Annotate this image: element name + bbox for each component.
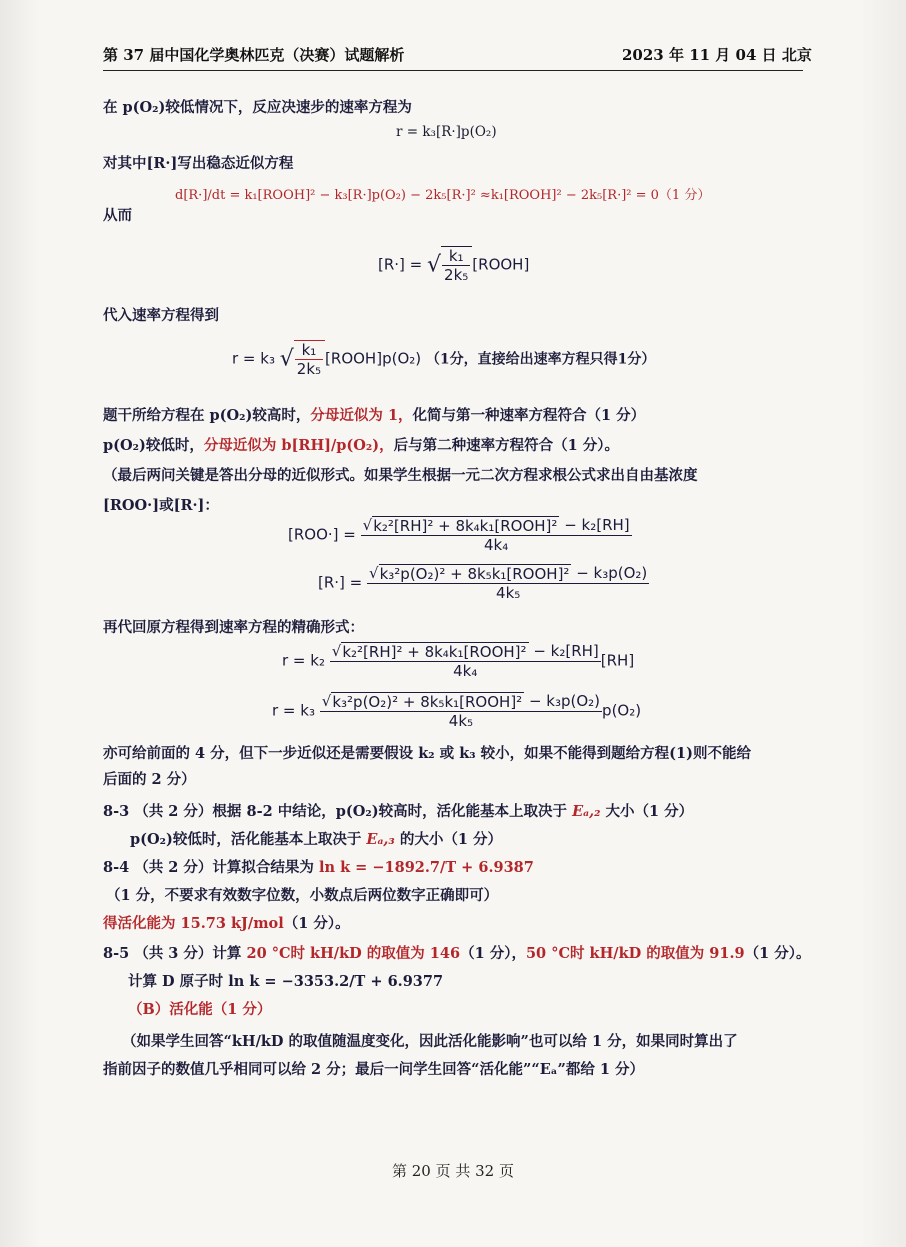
highlight-segment: 分母近似为 1， <box>310 407 413 424</box>
eq-tail: − k₃p(O₂) <box>524 692 601 710</box>
eq-rhs: [RH] <box>600 651 635 670</box>
text-segment: 题干所给方程在 p(O₂)较高时， <box>103 407 311 424</box>
eq-rhs: p(O₂) <box>602 701 642 720</box>
text-line <box>103 800 693 821</box>
text-line: 代入速率方程得到 <box>103 307 219 324</box>
eq-radicand: k₂²[RH]² + 8k₄k₁[ROOH]² <box>373 517 558 535</box>
text-segment: 8-4 （共 2 分）计算拟合结果为 <box>103 859 319 876</box>
text-segment: 8-5 （共 3 分）计算 <box>103 945 247 962</box>
eq-denominator: 4k₅ <box>320 711 602 730</box>
eq-lhs: [R·] = <box>318 573 363 592</box>
text-segment: 8-3 （共 2 分）根据 8-2 中结论，p(O₂)较高时，活化能基本上取决于 <box>103 803 573 820</box>
text-line: （最后两问关键是答出分母的近似形式。如果学生根据一元二次方程求根公式求出自由基浓度 <box>103 467 698 484</box>
text-line: （如果学生回答“kH/kD 的取值随温度变化，因此活化能影响”也可以给 1 分，如果同时算出了 <box>122 1033 738 1050</box>
eq-numerator: k₁ <box>448 247 464 265</box>
eq-tail: − k₃p(O₂) <box>571 564 648 582</box>
eq-tail: − k₂[RH] <box>528 642 599 660</box>
text-line <box>103 434 619 455</box>
highlight-segment: Eₐ,₃ <box>366 831 395 848</box>
text-segment: （1 分）。 <box>744 945 811 962</box>
eq-note: （1分，直接给出速率方程只得1分） <box>425 351 656 368</box>
highlight-segment: 20 °C时 kH/kD 的取值为 146 <box>246 945 461 962</box>
equation-r-conc: [R·] = $\frac{\text{√k₃²p(O₂)² + 8k₅k₁[ROOH]² − k₃p(O₂)}}{\text{4k₅}}$ <box>318 564 648 602</box>
text-line: （B）活化能（1 分） <box>128 1001 272 1018</box>
header-rule <box>103 70 803 71</box>
equation-roo-conc: [ROO·] = $\frac{\text{√k₂²[RH]² + 8k₄k₁[ROOH]² − k₂[RH]}}{\text{4k₄}}$ <box>288 516 630 554</box>
highlight-segment: 得活化能为 15.73 kJ/mol <box>103 915 284 932</box>
eq-lhs: r = k₂ <box>282 651 325 670</box>
equation-exact-rate-1: r = k₂ $\frac{\text{√k₂²[RH]² + 8k₄k₁[ROOH]² − k₂[RH]}}{\text{4k₄}}$ [RH] <box>282 642 635 680</box>
page-footer: 第 20 页 共 32 页 <box>391 1162 514 1180</box>
equation-rate-substituted: r = k₃ √ $\frac{\text{k₁}}{\text{2k₅}}$ [ROOH]p(O₂) （1分，直接给出速率方程只得1分） <box>232 341 656 378</box>
highlight-segment: ln k = −1892.7/T + 6.9387 <box>318 859 534 876</box>
eq-lhs: r = k₃ <box>272 701 315 720</box>
text-line: 亦可给前面的 4 分，但下一步近似还是需要假设 k₂ 或 k₃ 较小，如果不能得到题给方程(1)则不能给 <box>103 745 751 762</box>
highlight-segment: Eₐ,₂ <box>572 803 601 820</box>
eq-denominator: 2k₅ <box>296 360 322 378</box>
eq-lhs: r = k₃ <box>232 349 275 368</box>
text-line: [ROO·]或[R·]： <box>103 497 219 514</box>
text-line <box>103 912 350 933</box>
eq-lhs: [R·] = <box>378 255 423 274</box>
header-left: 第 37 届中国化学奥林匹克（决赛）试题解析 <box>103 46 405 64</box>
text-segment: （1 分）， <box>460 945 526 962</box>
text-line: 计算 D 原子时 ln k = −3353.2/T + 6.9377 <box>128 973 444 990</box>
text-line <box>103 856 534 877</box>
equation-steady-state: d[R·]/dt = k₁[ROOH]² − k₃[R·]p(O₂) − 2k₅[R·]² ≈k₁[ROOH]² − 2k₅[R·]² = 0（1 分） <box>175 188 711 203</box>
equation-rate-low: r = k₃[R·]p(O₂) <box>396 124 497 140</box>
text-line <box>130 828 502 849</box>
eq-radicand: k₃²p(O₂)² + 8k₅k₁[ROOH]² <box>379 565 570 583</box>
highlight-segment: 50 °C时 kH/kD 的取值为 91.9 <box>525 945 745 962</box>
text-line: （1 分，不要求有效数字位数，小数点后两位数字正确即可） <box>106 887 499 904</box>
text-line: 从而 <box>103 207 132 224</box>
equation-exact-rate-2: r = k₃ $\frac{\text{√k₃²p(O₂)² + 8k₅k₁[ROOH]² − k₃p(O₂)}}{\text{4k₅}}$ p(O₂) <box>272 692 642 730</box>
text-line: 后面的 2 分） <box>103 771 196 788</box>
eq-rhs: [ROOH]p(O₂) <box>325 349 422 368</box>
text-line: 再代回原方程得到速率方程的精确形式： <box>103 619 364 636</box>
eq-lhs: [ROO·] = <box>288 525 356 544</box>
eq-rhs: [ROOH] <box>472 255 530 274</box>
text-segment: p(O₂)较低时，活化能基本上取决于 <box>130 831 367 848</box>
eq-tail: − k₂[RH] <box>559 516 630 534</box>
highlight-segment: 分母近似为 b[RH]/p(O₂)， <box>203 437 394 454</box>
equation-radical-conc: [R·] = √ $\frac{\text{k₁}}{\text{2k₅}}$ [ROOH] <box>378 247 530 284</box>
eq-radicand: k₃²p(O₂)² + 8k₅k₁[ROOH]² <box>332 693 523 711</box>
text-segment: 的大小（1 分） <box>394 831 502 848</box>
text-segment: 后与第二种速率方程符合（1 分）。 <box>393 437 620 454</box>
text-line: 指前因子的数值几乎相同可以给 2 分；最后一问学生回答“活化能”“Eₐ”都给 1 分） <box>103 1061 645 1078</box>
text-line <box>103 942 811 963</box>
text-line <box>103 404 645 425</box>
text-segment: 化简与第一种速率方程符合（1 分） <box>412 407 646 424</box>
text-line: 在 p(O₂)较低情况下，反应决速步的速率方程为 <box>103 99 412 116</box>
eq-denominator: 4k₄ <box>361 535 632 554</box>
eq-denominator: 4k₅ <box>367 583 649 602</box>
text-segment: 大小（1 分） <box>600 803 694 820</box>
header-right: 2023 年 11 月 04 日 北京 <box>622 46 812 64</box>
eq-numerator: k₁ <box>301 341 317 359</box>
text-line: 对其中[R·]写出稳态近似方程 <box>103 155 294 172</box>
eq-radicand: k₂²[RH]² + 8k₄k₁[ROOH]² <box>342 643 527 661</box>
eq-denominator: 2k₅ <box>444 266 469 284</box>
text-segment: （1 分）。 <box>283 915 350 932</box>
eq-denominator: 4k₄ <box>330 661 601 680</box>
text-segment: p(O₂)较低时， <box>103 437 204 454</box>
